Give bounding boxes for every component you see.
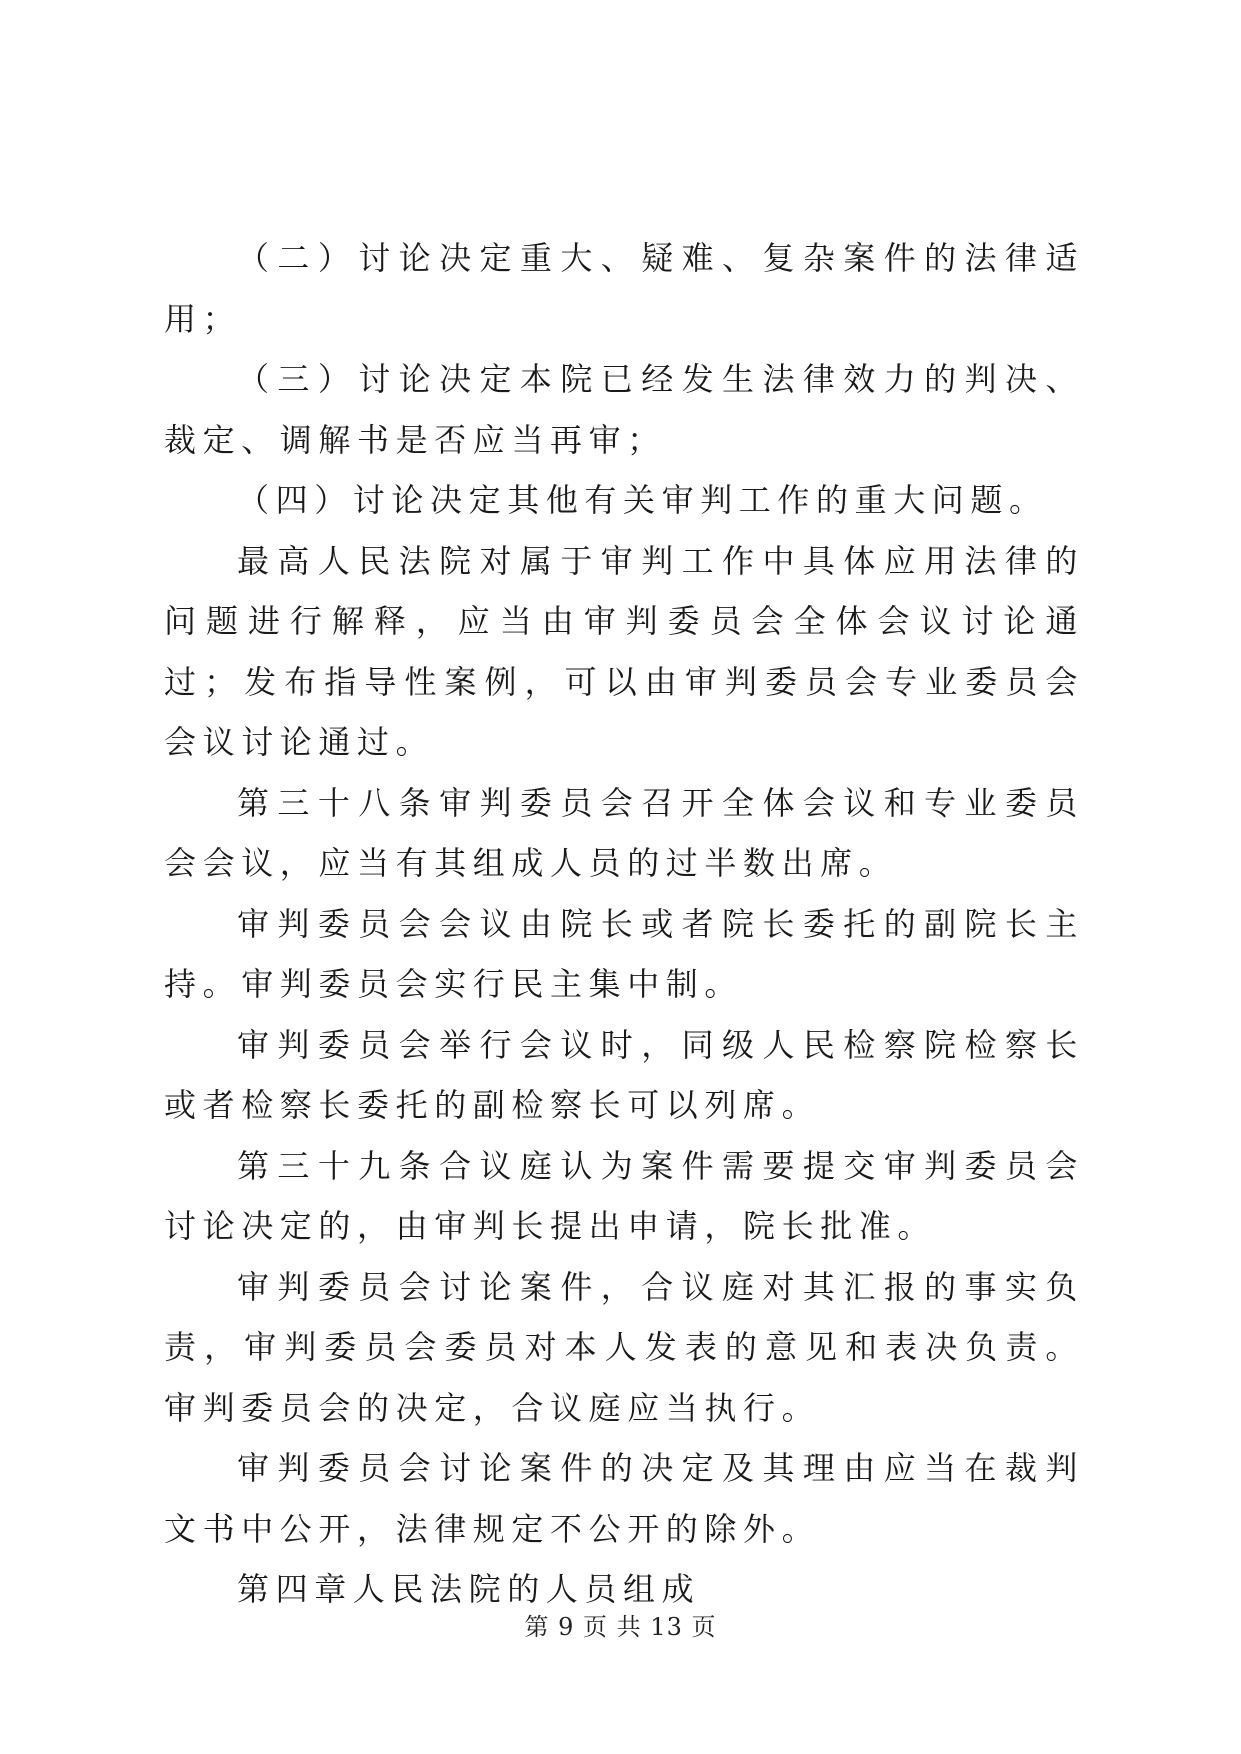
- paragraph-item-3: （三）讨论决定本院已经发生法律效力的判决、裁定、调解书是否应当再审；: [164, 360, 1084, 459]
- paragraph-disclosure: 审判委员会讨论案件的决定及其理由应当在裁判文书中公开，法律规定不公开的除外。: [164, 1449, 1084, 1548]
- paragraph-responsibility: 审判委员会讨论案件，合议庭对其汇报的事实负责，审判委员会委员对本人发表的意见和表决负责。审判委员会的决定，合议庭应当执行。: [164, 1267, 1084, 1427]
- paragraph-article-39: 第三十九条合议庭认为案件需要提交审判委员会讨论决定的，由审判长提出申请，院长批准。: [164, 1146, 1084, 1245]
- document-body: [164, 228, 1084, 1620]
- paragraph-interpretation: 最高人民法院对属于审判工作中具体应用法律的问题进行解释，应当由审判委员会全体会议讨论通过；发布指导性案例，可以由审判委员会专业委员会会议讨论通过。: [164, 541, 1084, 761]
- paragraph-item-2: （二）讨论决定重大、疑难、复杂案件的法律适用；: [164, 239, 1084, 338]
- paragraph-meeting-chair: 审判委员会会议由院长或者院长委托的副院长主持。审判委员会实行民主集中制。: [164, 904, 1084, 1003]
- paragraph-procuratorate: 审判委员会举行会议时，同级人民检察院检察长或者检察长委托的副检察长可以列席。: [164, 1025, 1084, 1124]
- page-number-footer: 第 9 页 共 13 页: [524, 1613, 717, 1641]
- chapter-heading: 第四章人民法院的人员组成: [237, 1570, 701, 1608]
- paragraph-article-38: 第三十八条审判委员会召开全体会议和专业委员会会议，应当有其组成人员的过半数出席。: [164, 783, 1084, 882]
- paragraph-item-4: （四）讨论决定其他有关审判工作的重大问题。: [237, 481, 1048, 519]
